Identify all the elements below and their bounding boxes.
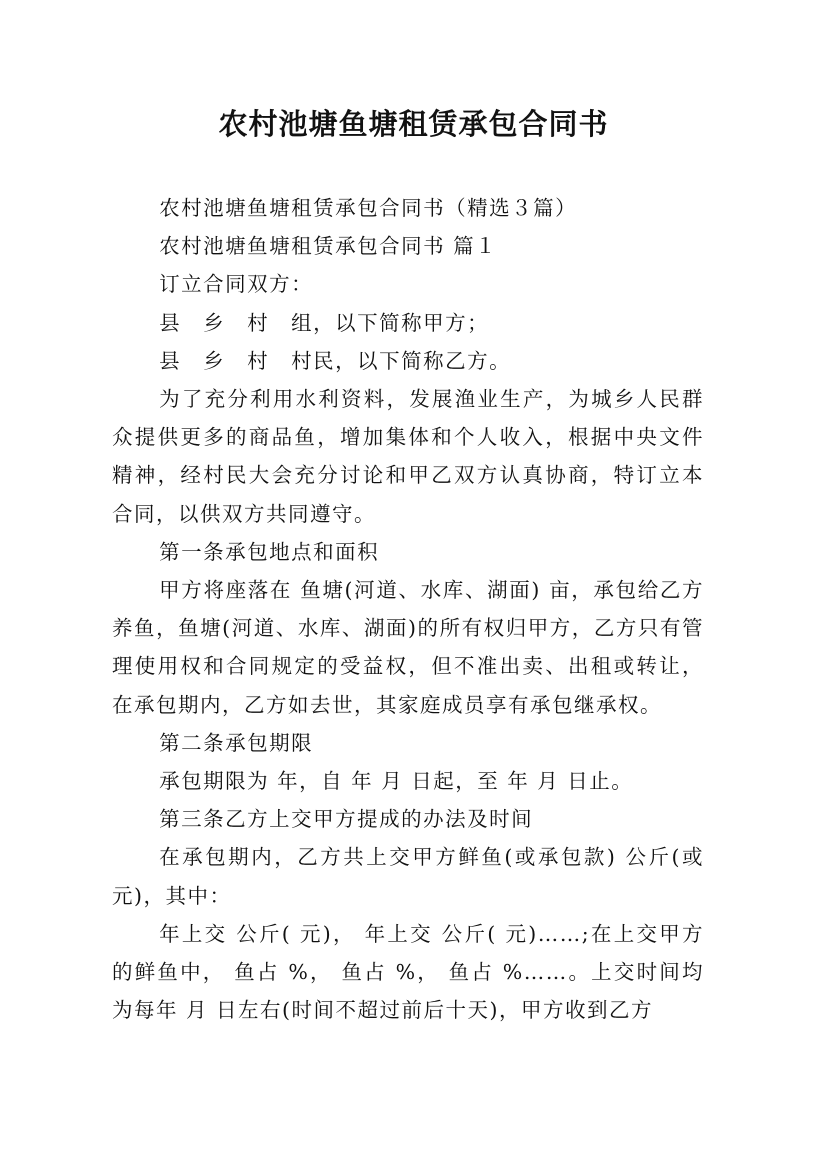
document-body xyxy=(112,189,704,1029)
paragraph-party-b: 县 乡 村 村民，以下简称乙方。 xyxy=(159,348,512,373)
article-3-heading: 第三条乙方上交甲方提成的办法及时间 xyxy=(159,807,534,832)
paragraph-party-a: 县 乡 村 组，以下简称甲方； xyxy=(159,310,490,335)
paragraph-heading-selection: 农村池塘鱼塘租赁承包合同书（精选３篇） xyxy=(159,196,578,220)
paragraph-part-one-heading: 农村池塘鱼塘租赁承包合同书 篇１ xyxy=(159,234,498,259)
paragraph-purpose: 为了充分利用水利资料，发展渔业生产，为城乡人民群众提供更多的商品鱼，增加集体和个人收入，根据中央文件精神，经村民大会充分讨论和甲乙双方认真协商，特订立本合同，以供双方共同遵守。 xyxy=(112,387,704,526)
article-2-heading: 第二条承包期限 xyxy=(159,730,314,755)
article-3-body: 在承包期内，乙方共上交甲方鲜鱼(或承包款) 公斤(或元)，其中： xyxy=(112,845,704,908)
document-title: 农村池塘鱼塘租赁承包合同书 xyxy=(218,107,609,141)
paragraph-parties-intro: 订立合同双方： xyxy=(159,272,314,297)
article-2-body: 承包期限为 年，自 年 月 日起，至 年 月 日止。 xyxy=(159,769,634,794)
article-1-heading: 第一条承包地点和面积 xyxy=(159,539,380,564)
article-3-detail: 年上交 公斤( 元)， 年上交 公斤( 元)……;在上交甲方的鲜鱼中， 鱼占 %， 鱼占 %， 鱼占 %……。上交时间均为每年 月 日左右(时间不超过前后十天)，甲方收到乙方 xyxy=(112,921,704,1023)
article-1-body: 甲方将座落在 鱼塘(河道、水库、湖面) 亩，承包给乙方养鱼，鱼塘(河道、水库、湖面)的所有权归甲方，乙方只有管理使用权和合同规定的受益权，但不准出卖、出租或转让，在承包期内，乙方如去世，其家庭成员享有承包继承权。 xyxy=(112,578,704,717)
